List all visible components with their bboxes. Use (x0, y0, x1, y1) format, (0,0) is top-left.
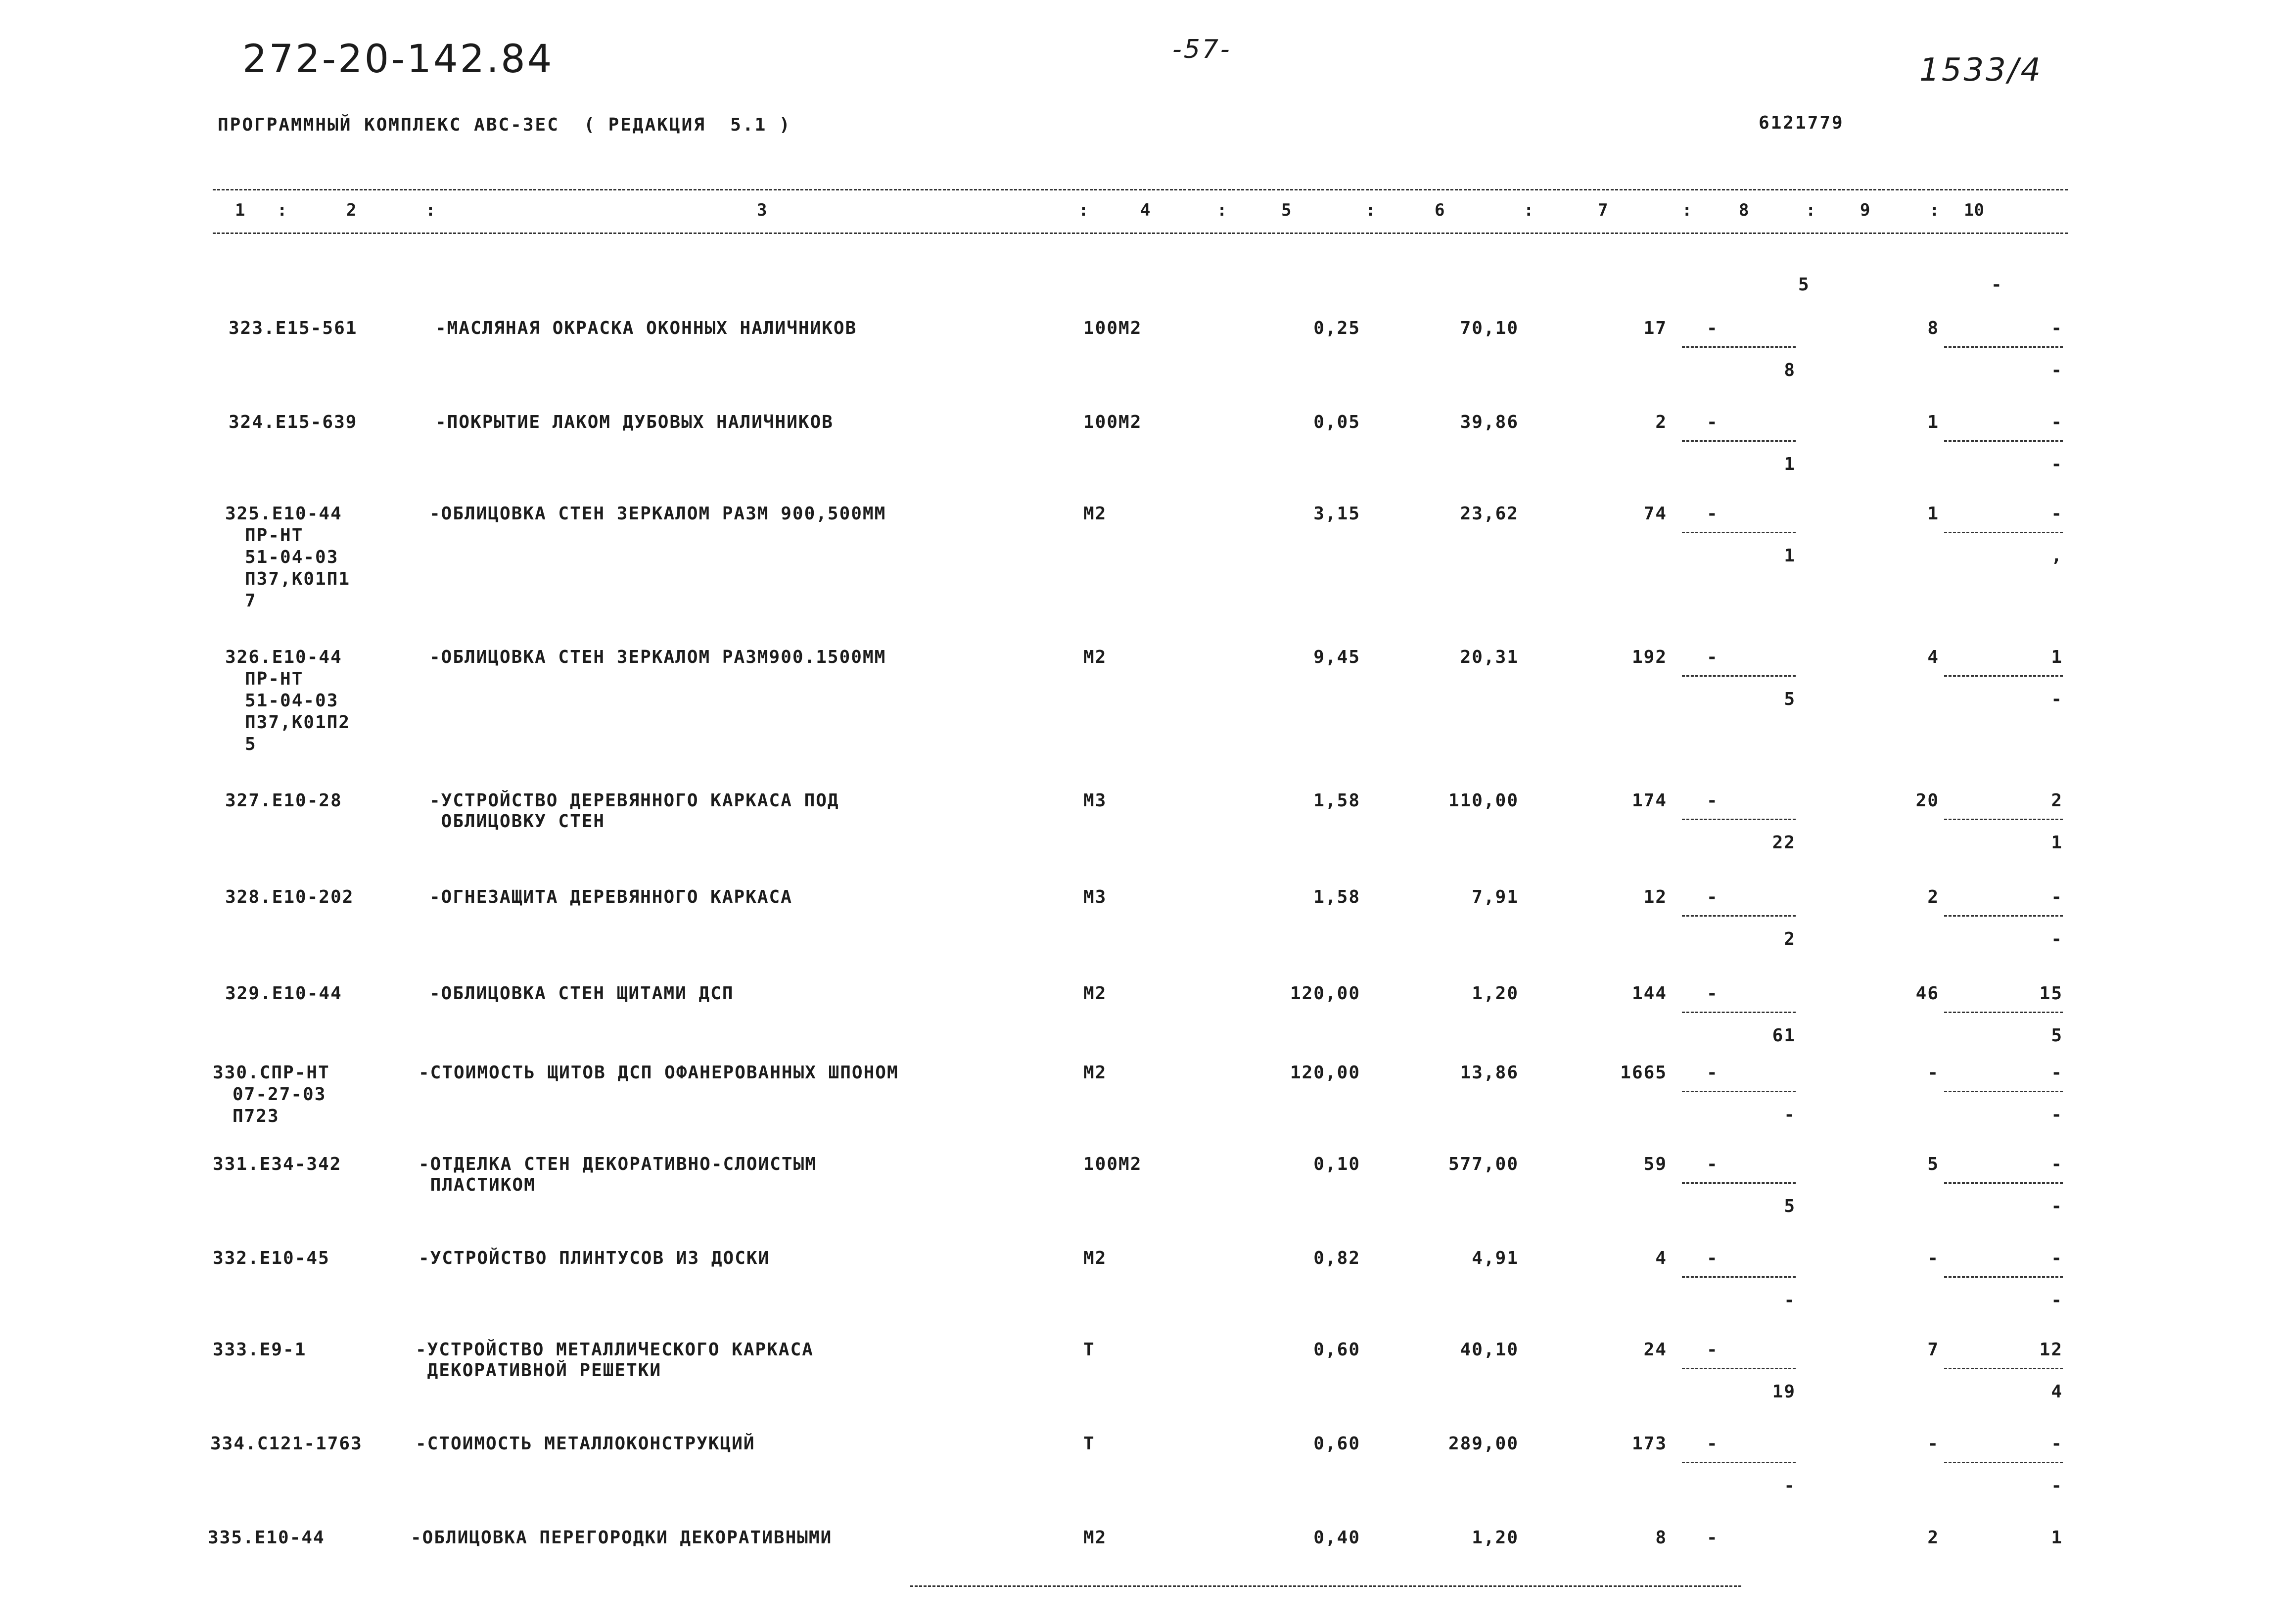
col10-top: 2 (2051, 790, 2063, 811)
col10-fraction-line (1944, 1462, 2063, 1463)
item-unit: М3 (1083, 790, 1107, 811)
column-separator: : (1929, 200, 1940, 220)
item-code: 333.Е9-1 (213, 1340, 307, 1360)
item-unit-price: 4,91 (1472, 1248, 1519, 1268)
column-separator: : (1078, 200, 1089, 220)
col8-top: - (1707, 1063, 1719, 1083)
item-code-extra: ПР-НТ (245, 669, 304, 689)
col8-bottom: - (1784, 1105, 1796, 1125)
item-total: 74 (1643, 504, 1667, 524)
col10-fraction-line (1944, 915, 2063, 917)
col8-fraction-line (1682, 1091, 1796, 1092)
col9-value: 46 (1915, 983, 1939, 1004)
col8-bottom: 61 (1772, 1025, 1796, 1046)
item-unit-price: 289,00 (1448, 1434, 1519, 1454)
col10-bottom: 5 (2051, 1025, 2063, 1046)
col10-bottom: , (2051, 546, 2063, 566)
col10-fraction-line (1944, 1368, 2063, 1369)
item-quantity: 1,58 (1313, 887, 1360, 907)
item-unit: М2 (1083, 1528, 1107, 1548)
header-bottom-rule (213, 232, 2068, 234)
col9-value: 4 (1927, 647, 1939, 667)
col9-value: - (1927, 1434, 1939, 1454)
document-code: 272-20-142.84 (242, 37, 554, 82)
col8-top: - (1707, 318, 1719, 338)
col10-fraction-line (1944, 1182, 2063, 1184)
item-total: 1665 (1620, 1063, 1667, 1083)
item-code: 328.Е10-202 (225, 887, 354, 907)
item-unit: 100М2 (1083, 318, 1142, 338)
item-name: -УСТРОЙСТВО МЕТАЛЛИЧЕСКОГО КАРКАСА (416, 1340, 814, 1360)
col10-top: - (2051, 504, 2063, 524)
item-quantity: 120,00 (1290, 1063, 1360, 1083)
item-code-extra: 5 (245, 734, 257, 754)
col10-bottom: - (2051, 1476, 2063, 1496)
col9-value: 8 (1927, 318, 1939, 338)
item-quantity: 0,40 (1313, 1528, 1360, 1548)
item-total: 24 (1643, 1340, 1667, 1360)
item-unit: 100М2 (1083, 412, 1142, 432)
col8-top: - (1707, 1154, 1719, 1174)
col10-top: 15 (2039, 983, 2063, 1004)
column-separator: : (425, 200, 436, 220)
item-unit-price: 7,91 (1472, 887, 1519, 907)
col10-fraction-line (1944, 1276, 2063, 1278)
item-total: 174 (1631, 790, 1667, 811)
item-name: -ОБЛИЦОВКА СТЕН ЗЕРКАЛОМ РАЗМ 900,500ММ (429, 504, 886, 524)
item-name: -ПОКРЫТИЕ ЛАКОМ ДУБОВЫХ НАЛИЧНИКОВ (435, 412, 834, 432)
sheet-mark: 1533/4 (1919, 52, 2043, 89)
item-code: 335.Е10-44 (208, 1528, 325, 1548)
bottom-rule (910, 1585, 1741, 1587)
item-code: 326.Е10-44 (225, 647, 342, 667)
column-header-3: 3 (757, 200, 767, 220)
col8-fraction-line (1682, 819, 1796, 820)
item-unit: М2 (1083, 647, 1107, 667)
col10-fraction-line (1944, 1091, 2063, 1092)
item-name: -СТОИМОСТЬ МЕТАЛЛОКОНСТРУКЦИЙ (416, 1434, 755, 1454)
item-total: 17 (1643, 318, 1667, 338)
col10-top: - (2051, 1063, 2063, 1083)
column-separator: : (1806, 200, 1816, 220)
item-name: ДЕКОРАТИВНОЙ РЕШЕТКИ (416, 1360, 662, 1381)
item-unit-price: 577,00 (1448, 1154, 1519, 1174)
item-name: -УСТРОЙСТВО ПЛИНТУСОВ ИЗ ДОСКИ (418, 1248, 770, 1268)
col8-bottom: 5 (1784, 1196, 1796, 1216)
code-right: 6121779 (1759, 113, 1844, 133)
item-name: -ОБЛИЦОВКА ПЕРЕГОРОДКИ ДЕКОРАТИВНЫМИ (411, 1528, 833, 1548)
col10-top: - (2051, 412, 2063, 432)
item-name: -УСТРОЙСТВО ДЕРЕВЯННОГО КАРКАСА ПОД (429, 790, 839, 811)
col8-top: - (1707, 412, 1719, 432)
col10-top: - (2051, 1434, 2063, 1454)
item-code-extra: 51-04-03 (245, 547, 339, 567)
col10-fraction-line (1944, 675, 2063, 677)
col9-value: - (1927, 1248, 1939, 1268)
col8-fraction-line (1682, 532, 1796, 533)
col10-bottom: 1 (2051, 833, 2063, 853)
item-total: 192 (1631, 647, 1667, 667)
column-header-1: 1 (235, 200, 245, 220)
col8-top: - (1707, 504, 1719, 524)
item-unit: М2 (1083, 504, 1107, 524)
col10-top: - (2051, 318, 2063, 338)
col8-top: - (1707, 983, 1719, 1004)
col8-top: - (1707, 790, 1719, 811)
column-separator: : (1524, 200, 1534, 220)
col10-bottom: 4 (2051, 1382, 2063, 1402)
col8-bottom: 19 (1772, 1382, 1796, 1402)
col10-bottom: - (2051, 1290, 2063, 1310)
item-name: -ОГНЕЗАЩИТА ДЕРЕВЯННОГО КАРКАСА (429, 887, 792, 907)
col8-fraction-line (1682, 440, 1796, 442)
col8-bottom: 8 (1784, 360, 1796, 380)
col9-value: 1 (1927, 412, 1939, 432)
item-code: 323.Е15-561 (229, 318, 358, 338)
col9-value: 7 (1927, 1340, 1939, 1360)
col9-value: 2 (1927, 1528, 1939, 1548)
col8-bottom: 22 (1772, 833, 1796, 853)
header-top-rule (213, 189, 2068, 190)
program-line: ПРОГРАММНЫЙ КОМПЛЕКС АВС-3ЕС ( РЕДАКЦИЯ 5.1 ) (218, 115, 791, 135)
item-unit-price: 110,00 (1448, 790, 1519, 811)
item-total: 4 (1655, 1248, 1667, 1268)
column-header-5: 5 (1281, 200, 1292, 220)
item-unit-price: 39,86 (1460, 412, 1519, 432)
col8-fraction-line (1682, 1276, 1796, 1278)
item-code-extra: П723 (232, 1106, 279, 1126)
col8-top: - (1707, 1340, 1719, 1360)
col10-bottom: - (2051, 929, 2063, 949)
item-total: 59 (1643, 1154, 1667, 1174)
col8-fraction-line (1682, 675, 1796, 677)
item-quantity: 9,45 (1313, 647, 1360, 667)
item-quantity: 0,60 (1313, 1340, 1360, 1360)
col10-bottom: - (2051, 360, 2063, 380)
item-code: 329.Е10-44 (225, 983, 342, 1004)
item-unit-price: 70,10 (1460, 318, 1519, 338)
item-name: -МАСЛЯНАЯ ОКРАСКА ОКОННЫХ НАЛИЧНИКОВ (435, 318, 857, 338)
item-name: -СТОИМОСТЬ ЩИТОВ ДСП ОФАНЕРОВАННЫХ ШПОНОМ (418, 1063, 899, 1083)
column-separator: : (1682, 200, 1692, 220)
col10-top: - (2051, 887, 2063, 907)
col8-fraction-line (1682, 1368, 1796, 1369)
col10-bottom: - (2051, 689, 2063, 709)
item-name: ПЛАСТИКОМ (418, 1175, 536, 1195)
item-unit-price: 40,10 (1460, 1340, 1519, 1360)
item-code-extra: ПР-НТ (245, 525, 304, 546)
item-total: 2 (1655, 412, 1667, 432)
item-unit: 100М2 (1083, 1154, 1142, 1174)
col8-top: - (1707, 887, 1719, 907)
col10-fraction-line (1944, 1012, 2063, 1013)
item-code: 330.СПР-НТ (213, 1063, 330, 1083)
col9-value: 20 (1915, 790, 1939, 811)
item-quantity: 3,15 (1313, 504, 1360, 524)
item-unit: М2 (1083, 1063, 1107, 1083)
column-separator: : (1217, 200, 1227, 220)
item-code: 324.Е15-639 (229, 412, 358, 432)
col8-top: - (1707, 647, 1719, 667)
column-header-6: 6 (1435, 200, 1445, 220)
item-quantity: 0,25 (1313, 318, 1360, 338)
col10-bottom: - (2051, 454, 2063, 474)
column-header-4: 4 (1140, 200, 1151, 220)
item-code-extra: 7 (245, 591, 257, 611)
col10-bottom: - (2051, 1196, 2063, 1216)
col8-bottom: 1 (1784, 546, 1796, 566)
item-unit-price: 1,20 (1472, 983, 1519, 1004)
item-total: 12 (1643, 887, 1667, 907)
col8-fraction-line (1682, 915, 1796, 917)
col10-top: 1 (2051, 647, 2063, 667)
item-quantity: 0,60 (1313, 1434, 1360, 1454)
item-unit: Т (1083, 1434, 1095, 1454)
item-total: 8 (1655, 1528, 1667, 1548)
item-quantity: 120,00 (1290, 983, 1360, 1004)
item-code-extra: 07-27-03 (232, 1084, 326, 1105)
col10-bottom: - (2051, 1105, 2063, 1125)
item-code: 325.Е10-44 (225, 504, 342, 524)
item-quantity: 0,10 (1313, 1154, 1360, 1174)
item-unit-price: 20,31 (1460, 647, 1519, 667)
column-header-2: 2 (346, 200, 357, 220)
col9-value: 5 (1927, 1154, 1939, 1174)
top-note-col8: 5 (1798, 275, 1811, 295)
item-unit-price: 13,86 (1460, 1063, 1519, 1083)
column-header-7: 7 (1598, 200, 1608, 220)
col8-bottom: 5 (1784, 689, 1796, 709)
col9-value: 2 (1927, 887, 1939, 907)
item-name: -ОТДЕЛКА СТЕН ДЕКОРАТИВНО-СЛОИСТЫМ (418, 1154, 817, 1174)
col8-fraction-line (1682, 1012, 1796, 1013)
item-code: 327.Е10-28 (225, 790, 342, 811)
top-note-col10: - (1991, 275, 2003, 295)
item-name: -ОБЛИЦОВКА СТЕН ЗЕРКАЛОМ РАЗМ900.1500ММ (429, 647, 886, 667)
item-code-extra: П37,К01П2 (245, 712, 351, 733)
page-mark: -57- (1172, 35, 1232, 64)
item-unit-price: 1,20 (1472, 1528, 1519, 1548)
item-unit: М2 (1083, 1248, 1107, 1268)
col8-top: - (1707, 1434, 1719, 1454)
item-code-extra: 51-04-03 (245, 691, 339, 711)
item-unit: М2 (1083, 983, 1107, 1004)
col8-bottom: - (1784, 1290, 1796, 1310)
col8-top: - (1707, 1528, 1719, 1548)
item-quantity: 1,58 (1313, 790, 1360, 811)
col8-bottom: - (1784, 1476, 1796, 1496)
column-header-9: 9 (1860, 200, 1870, 220)
col8-fraction-line (1682, 1182, 1796, 1184)
col10-fraction-line (1944, 346, 2063, 348)
col8-bottom: 1 (1784, 454, 1796, 474)
col8-fraction-line (1682, 346, 1796, 348)
item-code: 334.С121-1763 (210, 1434, 363, 1454)
item-unit-price: 23,62 (1460, 504, 1519, 524)
col9-value: 1 (1927, 504, 1939, 524)
col10-top: - (2051, 1154, 2063, 1174)
col8-bottom: 2 (1784, 929, 1796, 949)
column-header-10: 10 (1964, 200, 1984, 220)
col10-top: 12 (2039, 1340, 2063, 1360)
column-header-8: 8 (1739, 200, 1749, 220)
column-separator: : (277, 200, 287, 220)
item-name: ОБЛИЦОВКУ СТЕН (429, 811, 605, 832)
col9-value: - (1927, 1063, 1939, 1083)
column-separator: : (1365, 200, 1376, 220)
col10-fraction-line (1944, 532, 2063, 533)
item-unit: М3 (1083, 887, 1107, 907)
item-code-extra: П37,К01П1 (245, 569, 351, 589)
item-total: 173 (1631, 1434, 1667, 1454)
item-quantity: 0,05 (1313, 412, 1360, 432)
item-code: 332.Е10-45 (213, 1248, 330, 1268)
item-code: 331.Е34-342 (213, 1154, 342, 1174)
col10-fraction-line (1944, 819, 2063, 820)
col10-top: 1 (2051, 1528, 2063, 1548)
col10-top: - (2051, 1248, 2063, 1268)
col10-fraction-line (1944, 440, 2063, 442)
item-total: 144 (1631, 983, 1667, 1004)
item-quantity: 0,82 (1313, 1248, 1360, 1268)
item-unit: Т (1083, 1340, 1095, 1360)
item-name: -ОБЛИЦОВКА СТЕН ЩИТАМИ ДСП (429, 983, 734, 1004)
col8-fraction-line (1682, 1462, 1796, 1463)
col8-top: - (1707, 1248, 1719, 1268)
